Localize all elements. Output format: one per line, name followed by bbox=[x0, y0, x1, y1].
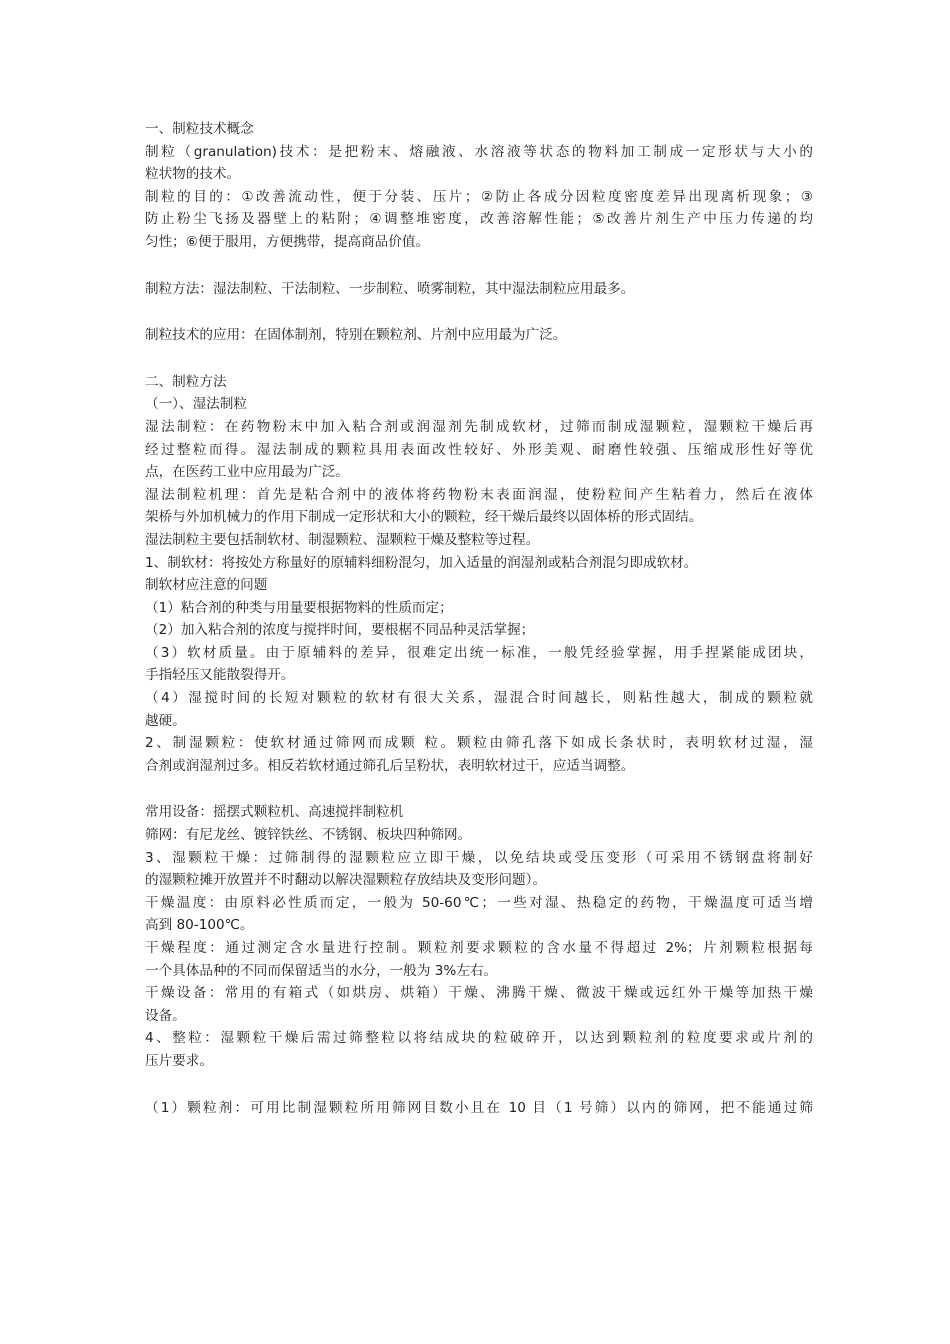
paragraph-drying-degree-cont: 一个具体品种的不同而保留适当的水分，一般为 3%左右。 bbox=[145, 962, 498, 979]
paragraph-drying-temperature: 干燥温度：由原料必性质而定，一般为 50-60℃；一些对湿、热稳定的药物，干燥温度可适当增 bbox=[145, 894, 813, 911]
paragraph-methods: 制粒方法：湿法制粒、干法制粒、一步制粒、喷雾制粒，其中湿法制粒应用最多。 bbox=[145, 280, 635, 297]
paragraph-wet-granulation: 湿法制粒：在药物粉末中加入粘合剂或润湿剂先制成软材，过筛而制成湿颗粒，湿颗粒干燥后再 bbox=[145, 418, 813, 435]
subsection-heading-wet: （一）、湿法制粒 bbox=[145, 396, 247, 413]
paragraph-drying-degree: 干燥程度：通过测定含水量进行控制。颗粒剂要求颗粒的含水量不得超过 2%；片剂颗粒根据每 bbox=[145, 940, 813, 956]
paragraph-equipment: 常用设备：摇摆式颗粒机、高速搅拌制粒机 bbox=[145, 804, 404, 821]
soft-material-item-4-cont: 越硬。 bbox=[145, 712, 186, 729]
paragraph-step-2: 2、制湿颗粒：使软材通过筛网而成颗 粒。颗粒由筛孔落下如成长条状时，表明软材过湿，湿 bbox=[145, 735, 813, 752]
soft-material-heading: 制软材应注意的问题 bbox=[145, 577, 268, 594]
paragraph-drying-equipment-cont: 设备。 bbox=[145, 1007, 186, 1024]
soft-material-item-3: （3）软材质量。由于原辅料的差异，很难定出统一标准，一般凭经验掌握，用手捏紧能成团块， bbox=[145, 644, 813, 661]
paragraph-step-3: 3、湿颗粒干燥：过筛制得的湿颗粒应立即干燥，以免结块或受压变形（可采用不锈钢盘将制好 bbox=[145, 849, 813, 866]
section-heading-1: 一、制粒技术概念 bbox=[145, 121, 254, 137]
paragraph-mechanism: 湿法制粒机理：首先是粘合剂中的液体将药物粉末表面润湿，使粉粒间产生粘着力，然后在液体 bbox=[145, 486, 813, 503]
paragraph-step-2-cont: 合剂或润湿剂过多。相反若软材通过筛孔后呈粉状，表明软材过干，应适当调整。 bbox=[145, 757, 635, 774]
paragraph-drying-temperature-cont: 高到 80-100℃。 bbox=[145, 917, 254, 934]
paragraph-step-1: 1、制软材：将按处方称量好的原辅料细粉混匀，加入适量的润湿剂或粘合剂混匀即成软材。 bbox=[145, 554, 698, 571]
soft-material-item-3-cont: 手指轻压又能散裂得开。 bbox=[145, 667, 295, 684]
paragraph-purpose-cont: 防止粉尘飞扬及器壁上的粘附；④调整堆密度，改善溶解性能；⑤改善片剂生产中压力传递的均 bbox=[145, 211, 813, 228]
paragraph-granules: （1）颗粒剂：可用比制湿颗粒所用筛网目数小且在 10 目（1 号筛）以内的筛网，把不能通过筛 bbox=[145, 1099, 813, 1116]
section-heading-2: 二、制粒方法 bbox=[145, 373, 227, 390]
paragraph-drying-equipment: 干燥设备：常用的有箱式（如烘房、烘箱）干燥、沸腾干燥、微波干燥或远红外干燥等加热干燥 bbox=[145, 985, 813, 1002]
paragraph-step-4: 4、整粒：湿颗粒干燥后需过筛整粒以将结成块的粒破碎开，以达到颗粒剂的粒度要求或片剂的 bbox=[145, 1030, 813, 1047]
soft-material-item-1: （1）粘合剂的种类与用量要根据物料的性质而定； bbox=[145, 599, 453, 616]
paragraph-mechanism-cont: 架桥与外加机械力的作用下制成一定形状和大小的颗粒，经干燥后最终以固体桥的形式固结。 bbox=[145, 509, 703, 526]
paragraph-purpose-end: 匀性；⑥便于服用，方便携带，提高商品价值。 bbox=[145, 233, 430, 250]
paragraph-screen: 筛网：有尼龙丝、镀锌铁丝、不锈钢、板块四种筛网。 bbox=[145, 827, 472, 844]
paragraph-step-4-cont: 压片要求。 bbox=[145, 1052, 213, 1069]
paragraph-process: 湿法制粒主要包括制软材、制湿颗粒、湿颗粒干燥及整粒等过程。 bbox=[145, 531, 540, 548]
paragraph-wet-granulation-end: 点，在医药工业中应用最为广泛。 bbox=[145, 464, 349, 481]
paragraph-definition: 制粒（granulation)技术：是把粉末、熔融液、水溶液等状态的物料加工制成一定形状与大小的 bbox=[145, 143, 813, 160]
paragraph-purpose: 制粒的目的：①改善流动性，便于分装、压片；②防止各成分因粒度密度差异出现离析现象；③ bbox=[145, 188, 813, 205]
paragraph-step-3-cont: 的湿颗粒摊开放置并不时翻动以解决湿颗粒存放结块及变形问题）。 bbox=[145, 872, 547, 889]
soft-material-item-4: （4）湿搅时间的长短对颗粒的软材有很大关系，湿混合时间越长，则粘性越大，制成的颗粒就 bbox=[145, 690, 813, 707]
soft-material-item-2: （2）加入粘合剂的浓度与搅拌时间，要根椐不同品种灵活掌握； bbox=[145, 622, 535, 639]
paragraph-application: 制粒技术的应用：在固体制剂，特别在颗粒剂、片剂中应用最为广泛。 bbox=[145, 327, 567, 344]
paragraph-wet-granulation-cont: 经过整粒而得。湿法制成的颗粒具用表面改性较好、外形美观、耐磨性较强、压缩成形性好等优 bbox=[145, 441, 813, 458]
paragraph-definition-cont: 粒状物的技术。 bbox=[145, 166, 241, 183]
document-body bbox=[145, 118, 813, 1119]
